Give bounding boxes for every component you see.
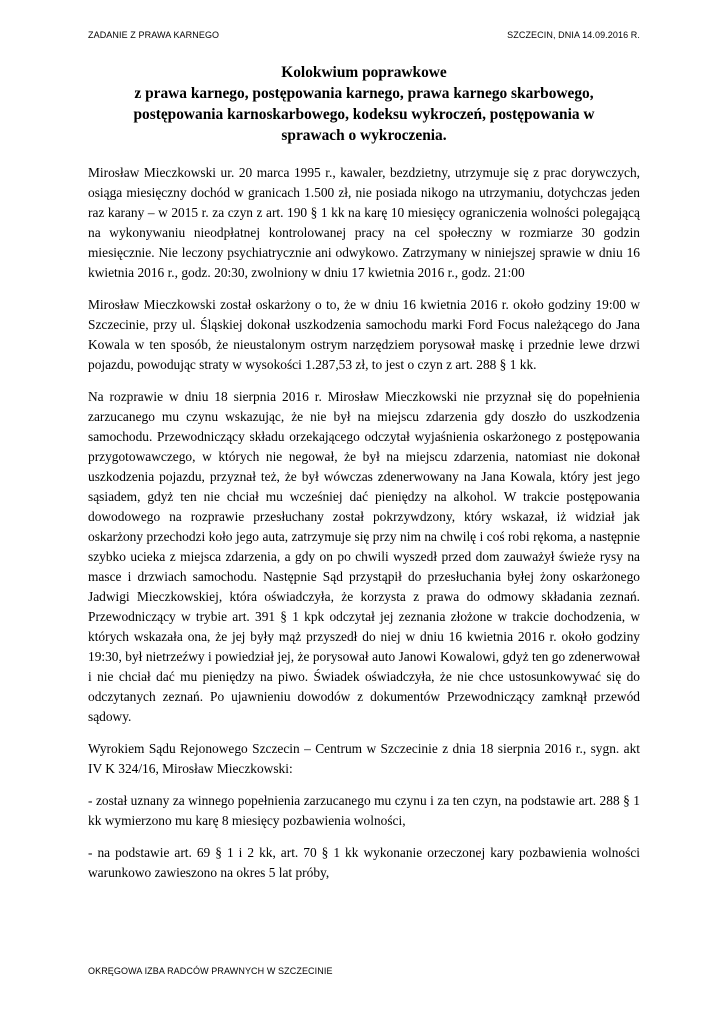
- header-right: SZCZECIN, DNIA 14.09.2016 R.: [507, 30, 640, 40]
- paragraph-trial: Na rozprawie w dniu 18 sierpnia 2016 r. Mirosław Mieczkowski nie przyznał się do popełnienia zarzucanego mu czynu wskazując, że nie był na miejscu zdarzenia gdy doszło do uszkodzenia samochodu. Przewodniczący składu orzekającego odczytał wyjaśnienia oskarżonego z postępowania przygotowawczego, w których nie negował, że był na miejscu zdarzenia, natomiast nie dokonał uszkodzenia pojazdu, przyznał też, że był wówczas zdenerwowany na Jana Kowala, który jest jego sąsiadem, gdyż ten nie chciał mu wcześniej dać pieniędzy na alkohol. W trakcie postępowania dowodowego na rozprawie przesłuchany został pokrzywdzony, który wskazał, iż widział jak oskarżony przechodzi koło jego auta, zatrzymuje się przy nim na chwilę i coś robi rękoma, a następnie szybko ucieka z miejsca zdarzenia, a gdy on po chwili wyszedł przed dom zauważył świeże rysy na masce i drzwiach samochodu. Następnie Sąd przystąpił do przesłuchania byłej żony oskarżonego Jadwigi Mieczkowskiej, która oświadczyła, że korzysta z prawa do odmowy składania zeznań. Przewodniczący w trybie art. 391 § 1 kpk odczytał jej zeznania złożone w trakcie dochodzenia, w których wskazała ona, że jej były mąż przyszedł do niej w dniu 16 kwietnia 2016 r. około godziny 19:30, był nietrzeźwy i powiedział jej, że porysował auto Janowi Kowalowi, gdyż ten go zdenerwował i nie chciał dać mu pieniędzy na piwo. Świadek oświadczyła, że nie chce ustosunkowywać się do odczytanych zeznań. Po ujawnieniu dowodów z dokumentów Przewodniczący zamknął przewód sądowy.: [88, 389, 640, 724]
- paragraph-charge: Mirosław Mieczkowski został oskarżony o to, że w dniu 16 kwietnia 2016 r. około godziny 19:00 w Szczecinie, przy ul. Śląskiej dokonał uszkodzenia samochodu marki Ford Focus należącego do Jana Kowala w ten sposób, że nieustalonym ostrym narzędziem porysował maskę i przednie lewe drzwi pojazdu, powodując straty w wysokości 1.287,53 zł, to jest o czyn z art. 288 § 1 kk.: [88, 297, 640, 372]
- paragraph-defendant-info: Mirosław Mieczkowski ur. 20 marca 1995 r., kawaler, bezdzietny, utrzymuje się z prac dorywczych, osiąga miesięczny dochód w granicach 1.500 zł, nie posiada nikogo na utrzymaniu, dotychczas jeden raz karany – w 2015 r. za czyn z art. 190 § 1 kk na karę 10 miesięcy ograniczenia wolności polegającą na wykonywaniu nieodpłatnej kontrolowanej pracy na cel społeczny w rozmiarze 30 godzin miesięcznie. Nie leczony psychiatrycznie ani odwykowo. Zatrzymany w niniejszej sprawie w dniu 16 kwietnia 2016 r., godz. 20:30, zwolniony w dniu 17 kwietnia 2016 r., godz. 21:00: [88, 165, 640, 280]
- title-line-1: Kolokwium poprawkowe: [281, 64, 447, 81]
- document-body: [88, 163, 640, 895]
- paragraph-judgment-point-1: - został uznany za winnego popełnienia zarzucanego mu czynu i za ten czyn, na podstawie art. 288 § 1 kk wymierzono mu karę 8 miesięcy pozbawienia wolności,: [88, 793, 640, 828]
- page-header: [88, 30, 640, 40]
- page-footer: OKRĘGOWA IZBA RADCÓW PRAWNYCH W SZCZECINIE: [88, 966, 333, 976]
- paragraph-judgment-point-2: - na podstawie art. 69 § 1 i 2 kk, art. 70 § 1 kk wykonanie orzeczonej kary pozbawienia wolności warunkowo zawieszono na okres 5 lat próby,: [88, 845, 640, 880]
- title-line-2: z prawa karnego, postępowania karnego, prawa karnego skarbowego,: [134, 85, 594, 102]
- title-line-3: postępowania karnoskarbowego, kodeksu wykroczeń, postępowania w: [133, 106, 595, 123]
- title-line-4: sprawach o wykroczenia.: [281, 127, 447, 144]
- document-title: [88, 62, 640, 146]
- header-left: ZADANIE Z PRAWA KARNEGO: [88, 30, 220, 40]
- paragraph-judgment-intro: Wyrokiem Sądu Rejonowego Szczecin – Centrum w Szczecinie z dnia 18 sierpnia 2016 r., sygn. akt IV K 324/16, Mirosław Mieczkowski:: [88, 741, 640, 776]
